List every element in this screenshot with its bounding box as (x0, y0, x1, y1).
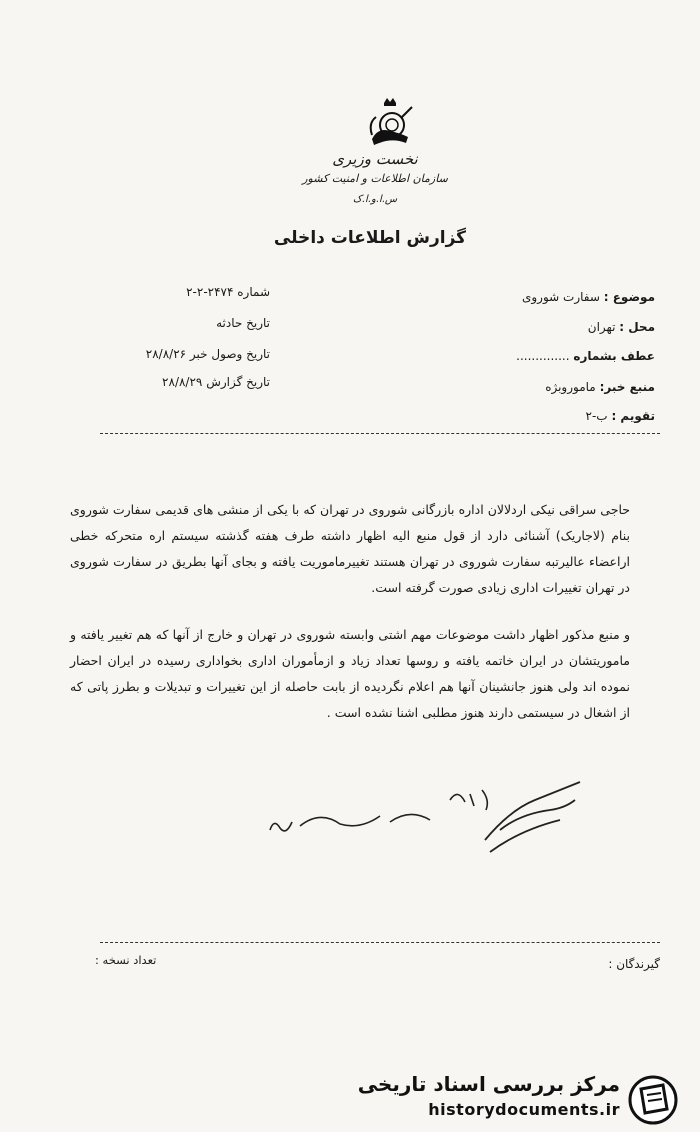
field-received-date-label: تاریخ وصول خبر (189, 347, 270, 361)
header-divider (100, 433, 660, 434)
field-number (186, 285, 270, 299)
field-location-value: تهران (587, 320, 616, 334)
field-subject-value: سفارت شوروی (521, 290, 600, 304)
footer-divider (100, 942, 660, 943)
org-name-line3: س.ا.و.ا.ک (352, 194, 398, 205)
field-report-date-value: ۲۸/۸/۲۹ (162, 375, 203, 389)
field-number-label: شماره (237, 285, 270, 299)
handwritten-signature (260, 770, 590, 860)
body-paragraph-2: و منبع مذکور اظهار داشت موضوعات مهم اشتی وابسته شوروی در تهران و خارج از آنها که هم تغییر یافته و ماموریتشان در ایران خاتمه یافته و روسها تعداد زیاد و ازمأموران اداری بخواداری رسیده در ایران احضار نموده اند ولی هنوز جانشینان آنها هم اعلام نگردیده از بابت حاصله از این تغییرات و تبدیلات و بطرز پاتی که از اشغال در سیستمی دارند هنوز مطلبی اشنا نشده است . (70, 627, 630, 720)
body-paragraph-1: حاجی سراقی نیکی اردلالان اداره بازرگانی شوروی در تهران که با یکی از منشی های قدیمی سفارت شوروی بنام (لاجاریک) آشنائی دارد از قول منبع الیه اظهار داشته طرف هفته گذشته سیستم اره متحرکه خطی اراعضاء عالیرتبه سفارت شوروی در تهران هستند تغییرماموریت یافته و بجای آنها بطریق در سفارت شوروی در تهران تغییرات اداری زیادی صورت گرفته است. (70, 502, 630, 595)
field-location-label: محل : (619, 320, 655, 334)
field-source-label: منبع خبر: (599, 380, 655, 394)
watermark-url: historydocuments.ir (428, 1100, 620, 1119)
field-location (588, 320, 655, 334)
field-reference-value: .............. (516, 349, 570, 363)
field-report-date (162, 375, 270, 389)
field-evaluation-label: تقویم : (611, 409, 655, 423)
copies-label: تعداد نسخه : (95, 953, 157, 967)
field-reference-label: عطف بشماره (573, 349, 655, 363)
field-incident-date (216, 316, 270, 330)
document-title: گزارش اطلاعات داخلی (273, 228, 467, 248)
field-evaluation (586, 409, 655, 423)
org-name-line1: نخست وزیری (332, 150, 418, 168)
field-incident-date-label: تاریخ حادثه (216, 316, 270, 330)
field-received-date (146, 347, 270, 361)
field-received-date-value: ۲۸/۸/۲۶ (145, 347, 187, 361)
field-evaluation-value: ب-۲ (585, 409, 608, 423)
field-report-date-label: تاریخ گزارش (206, 375, 270, 389)
lion-and-sun-emblem (360, 95, 420, 155)
field-subject-label: موضوع : (603, 290, 655, 304)
watermark-name: مرکز بررسی اسناد تاریخی (357, 1072, 620, 1096)
field-number-value: ۲۴۷۴-۲-۲ (186, 285, 234, 299)
field-source (545, 380, 655, 394)
field-reference (516, 349, 655, 363)
recipients-label: گیرندگان : (608, 957, 660, 971)
field-source-value: ماموروبژه (545, 380, 596, 394)
org-name-line2: سازمان اطلاعات و امنیت کشور (302, 172, 448, 185)
field-subject (522, 290, 655, 304)
archive-logo-icon (627, 1075, 679, 1125)
